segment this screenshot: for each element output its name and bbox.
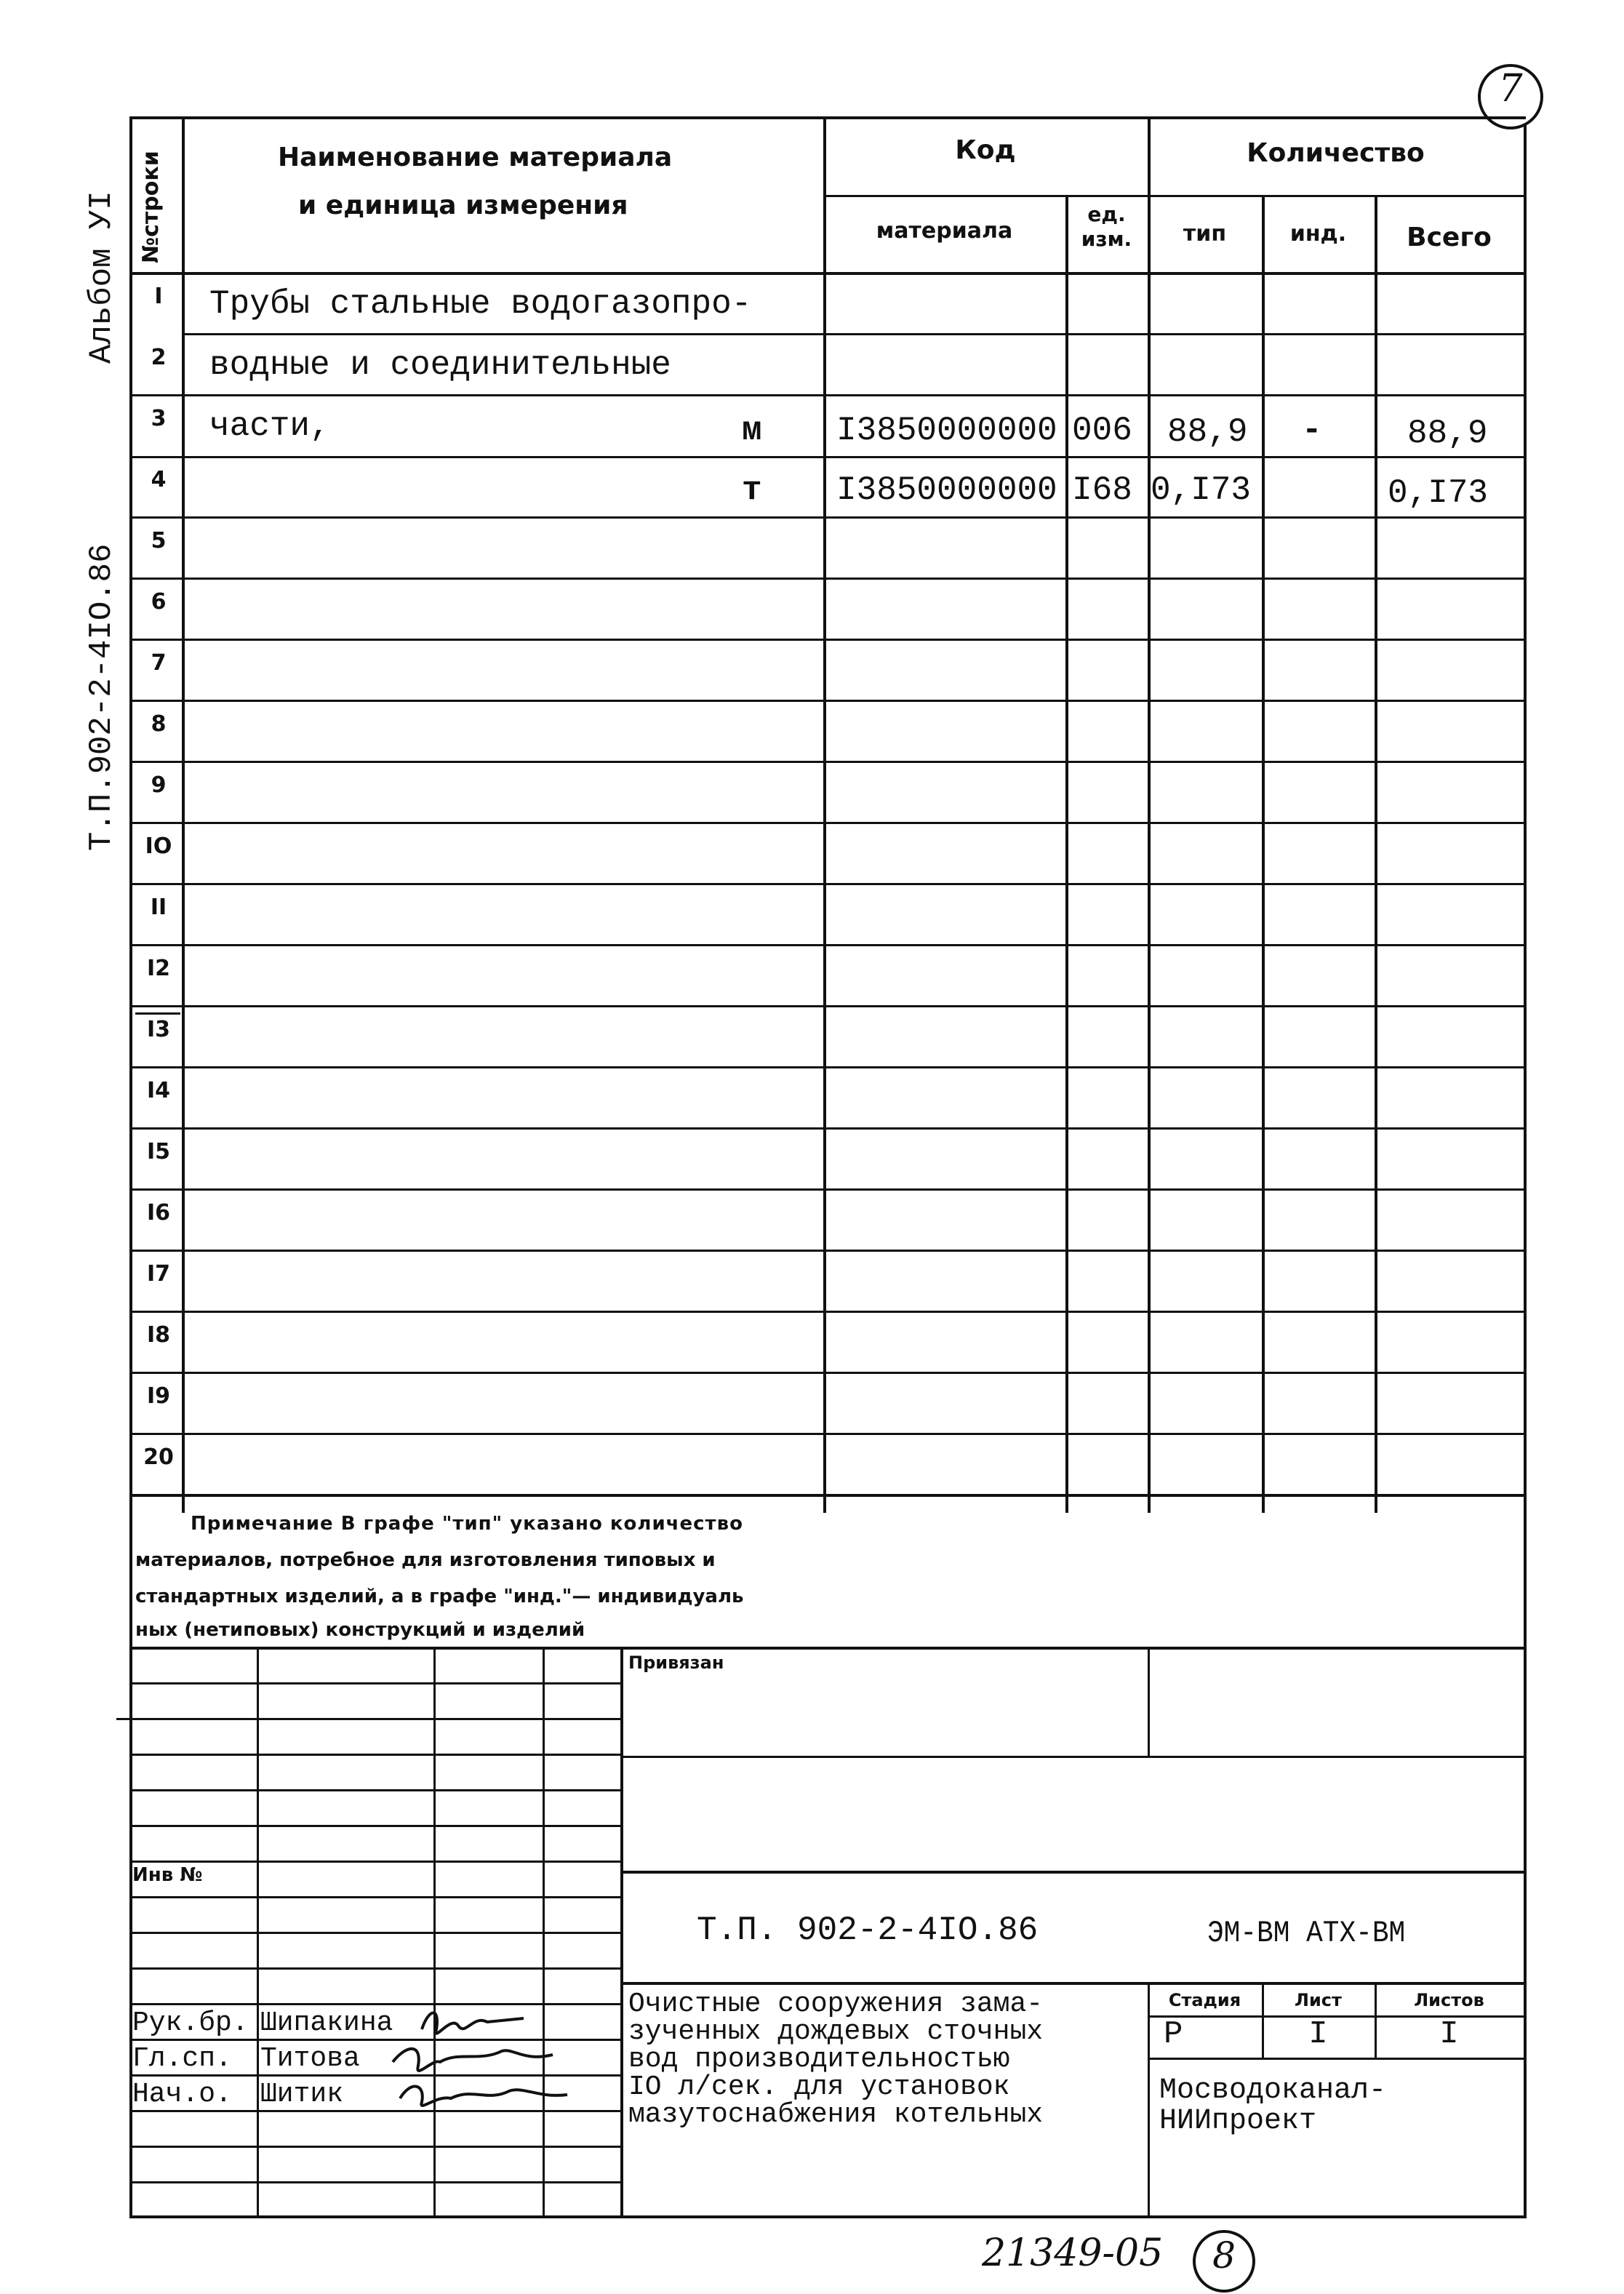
signature-marks — [378, 1993, 640, 2117]
header-qty-ind: инд. — [1289, 221, 1347, 247]
designation: Т.П. 902-2-4IO.86 — [697, 1911, 1039, 1949]
row-number: 7 — [151, 650, 167, 676]
row-number: I2 — [146, 956, 171, 981]
row-4-ed: I68 — [1072, 471, 1132, 509]
row-3-total: 88,9 — [1407, 415, 1488, 452]
sheets-label: Листов — [1414, 1990, 1484, 2010]
title-line5: мазутоснабжения котельных — [628, 2099, 1044, 2130]
row-number: I7 — [146, 1261, 171, 1287]
note-line1: Примечание В графе "тип" указано количество — [191, 1513, 743, 1535]
row-4-code: I3850000000 — [836, 471, 1057, 509]
title-line4: IO л/сек. для установок — [628, 2071, 1010, 2103]
row-number: 4 — [151, 467, 167, 492]
row-number: I3 — [146, 1017, 171, 1042]
org-line2: НИИпроект — [1159, 2105, 1317, 2138]
title-line3: вод производительностью — [628, 2044, 1010, 2075]
sheet-code: ЭМ-ВМ АТХ-ВМ — [1207, 1916, 1406, 1951]
signatory-role: Рук.бр. — [132, 2007, 249, 2039]
stage-value: Р — [1164, 2016, 1183, 2053]
row-4-unit: т — [742, 471, 762, 509]
row-number: I4 — [146, 1078, 171, 1103]
org-line1: Мосводоканал- — [1159, 2074, 1387, 2107]
header-qty-type: тип — [1183, 221, 1227, 247]
title-line2: зученных дождевых сточных — [628, 2016, 1044, 2047]
row-4-tip: 0,I73 — [1151, 471, 1252, 509]
note-line2: материалов, потребное для изготовления типовых и — [135, 1549, 716, 1571]
row-3-name: части, — [209, 407, 330, 445]
row-number: I9 — [146, 1383, 171, 1409]
stage-label: Стадия — [1168, 1990, 1241, 2010]
row-number: I6 — [146, 1200, 171, 1226]
row-number: 6 — [151, 589, 167, 615]
row-3-tip: 88,9 — [1167, 413, 1248, 451]
sheet-label: Лист — [1295, 1990, 1342, 2010]
page-number-bottom: 8 — [1212, 2234, 1236, 2277]
project-code-vertical: Т.П.902-2-4IO.86 — [84, 543, 120, 851]
row-number: I8 — [146, 1322, 171, 1348]
row-number: I — [154, 284, 163, 309]
header-quantity: Количество — [1247, 138, 1425, 168]
sheet-value: I — [1308, 2016, 1328, 2053]
inv-no-label: Инв № — [132, 1864, 203, 1886]
row-3-unit: м — [742, 412, 762, 449]
title-line1: Очистные сооружения зама- — [628, 1989, 1044, 2020]
row-3-ed: 006 — [1072, 412, 1132, 449]
row-number: 3 — [151, 406, 167, 431]
page-number-top: 7 — [1498, 67, 1523, 111]
sheets-value: I — [1439, 2016, 1459, 2053]
row-4-total: 0,I73 — [1388, 474, 1489, 512]
header-name-line1: Наименование материала — [278, 143, 673, 172]
row-number: 5 — [151, 528, 167, 553]
row-number: II — [150, 895, 167, 920]
signatory-name: Шипакина — [260, 2007, 393, 2039]
privyazan-label: Привязан — [628, 1652, 724, 1673]
signatory-name: Титова — [260, 2043, 360, 2074]
signatory-name: Шитик — [260, 2079, 344, 2110]
album-label: Альбом УI — [84, 191, 120, 364]
row-1-name: Трубы стальные водогазопро- — [209, 285, 752, 323]
row-2-name: водные и соединительные — [209, 346, 671, 384]
row-number: IO — [145, 834, 172, 859]
row-number: 2 — [151, 345, 167, 370]
signatory-role: Гл.сп. — [132, 2043, 232, 2074]
header-name-line2: и единица измерения — [298, 191, 628, 220]
note-line4: ных (нетиповых) конструкций и изделий — [135, 1619, 585, 1641]
row-3-code: I3850000000 — [836, 412, 1057, 449]
row-number: 8 — [151, 711, 167, 737]
bottom-code: 21349-05 — [982, 2231, 1164, 2275]
row-number: I5 — [146, 1139, 171, 1164]
row-number: 20 — [143, 1444, 174, 1470]
header-code: Код — [955, 135, 1016, 165]
note-line3: стандартных изделий, а в графе "инд."— индивидуаль — [135, 1586, 744, 1607]
header-code-unit: ед. изм. — [1081, 202, 1132, 251]
header-code-material: материала — [876, 218, 1013, 244]
signatory-role: Нач.о. — [132, 2079, 232, 2110]
row-3-ind: - — [1302, 412, 1322, 449]
header-row-number: №строки — [138, 151, 164, 263]
row-number: 9 — [151, 772, 167, 798]
header-qty-total: Всего — [1407, 223, 1492, 252]
